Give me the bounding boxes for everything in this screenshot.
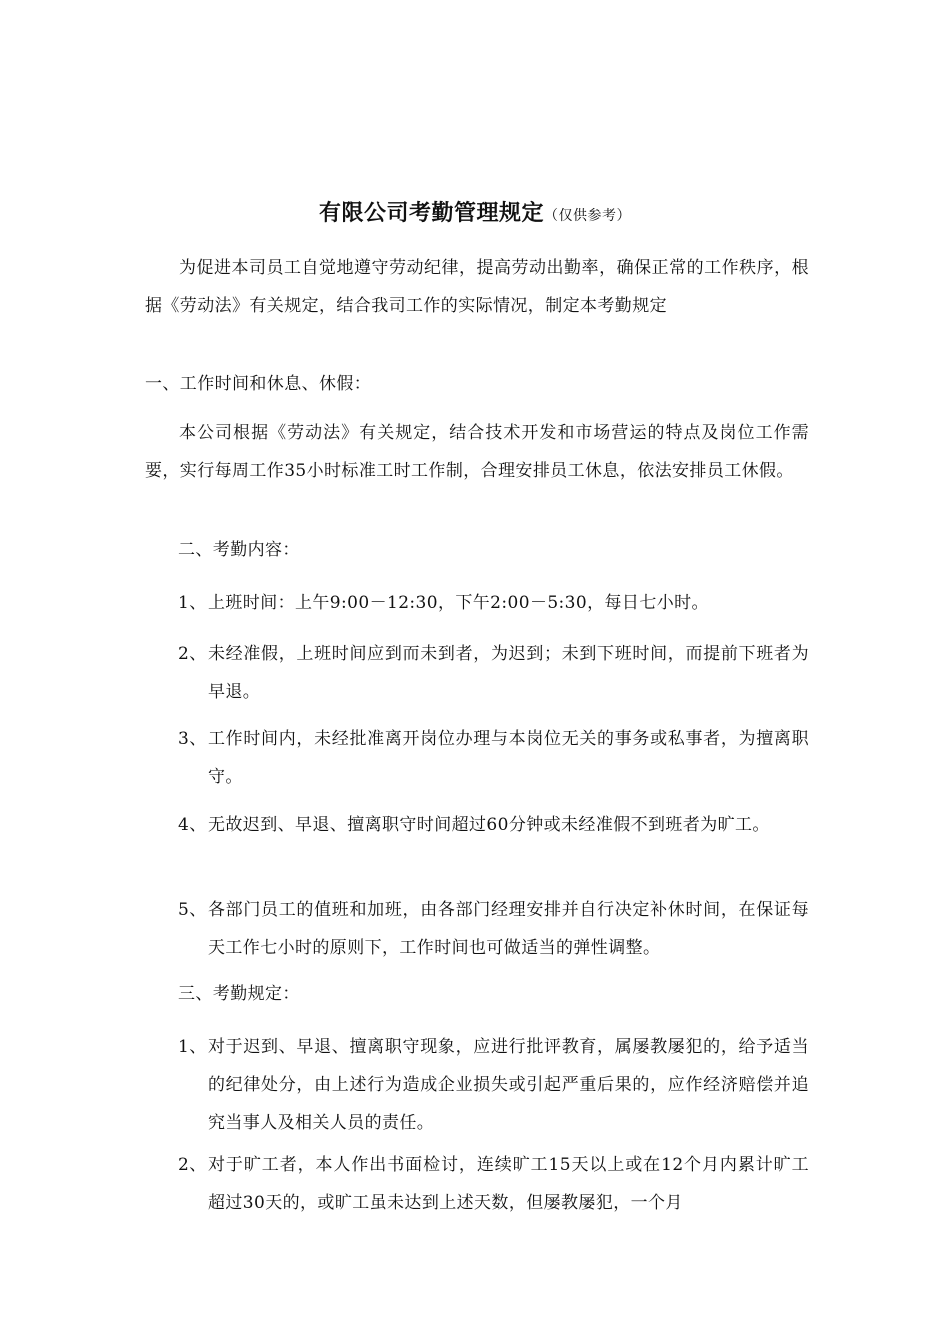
item-text: 对于旷工者，本人作出书面检讨，连续旷工15天以上或在12个月内累计旷工超过30天的，或旷工虽未达到上述天数，但屡教屡犯，一个月	[208, 1155, 809, 1213]
section-1-body: 本公司根据《劳动法》有关规定，结合技术开发和市场营运的特点及岗位工作需要，实行每周工作35小时标准工时工作制，合理安排员工休息，依法安排员工休假。	[145, 423, 809, 481]
item-number: 2、	[178, 644, 207, 664]
section-3-heading: 三、考勤规定：	[178, 984, 300, 1004]
item-number: 1、	[178, 593, 207, 613]
title-main: 有限公司考勤管理规定	[318, 201, 544, 226]
item-number: 1、	[178, 1037, 207, 1057]
document-title	[0, 196, 950, 227]
item-number: 5、	[178, 900, 207, 920]
item-text: 上班时间：上午9:00－12:30，下午2:00－5:30，每日七小时。	[208, 593, 709, 613]
section-2-item-2	[178, 635, 809, 711]
section-2-item-1	[178, 584, 809, 622]
intro-paragraph: 为促进本司员工自觉地遵守劳动纪律，提高劳动出勤率，确保正常的工作秩序，根据《劳动法》有关规定，结合我司工作的实际情况，制定本考勤规定	[145, 258, 809, 316]
section-2-item-5	[178, 891, 809, 967]
item-number: 4、	[178, 815, 207, 835]
section-2-item-4	[178, 806, 809, 844]
item-number: 3、	[178, 729, 207, 749]
section-3-item-2	[178, 1146, 809, 1222]
item-number: 2、	[178, 1155, 207, 1175]
item-text: 未经准假，上班时间应到而未到者，为迟到；未到下班时间，而提前下班者为早退。	[208, 644, 809, 702]
item-text: 工作时间内，未经批准离开岗位办理与本岗位无关的事务或私事者，为擅离职守。	[208, 729, 809, 787]
section-2-item-3	[178, 720, 809, 796]
title-note: （仅供参考）	[544, 208, 631, 224]
item-text: 对于迟到、早退、擅离职守现象，应进行批评教育，属屡教屡犯的，给予适当的纪律处分，由上述行为造成企业损失或引起严重后果的，应作经济赔偿并追究当事人及相关人员的责任。	[208, 1037, 809, 1133]
section-1-heading: 一、工作时间和休息、休假：	[145, 374, 372, 394]
section-3-item-1	[178, 1028, 809, 1142]
section-2-heading: 二、考勤内容：	[178, 540, 300, 560]
item-text: 无故迟到、早退、擅离职守时间超过60分钟或未经准假不到班者为旷工。	[208, 815, 770, 835]
item-text: 各部门员工的值班和加班，由各部门经理安排并自行决定补休时间，在保证每天工作七小时的原则下，工作时间也可做适当的弹性调整。	[208, 900, 809, 958]
